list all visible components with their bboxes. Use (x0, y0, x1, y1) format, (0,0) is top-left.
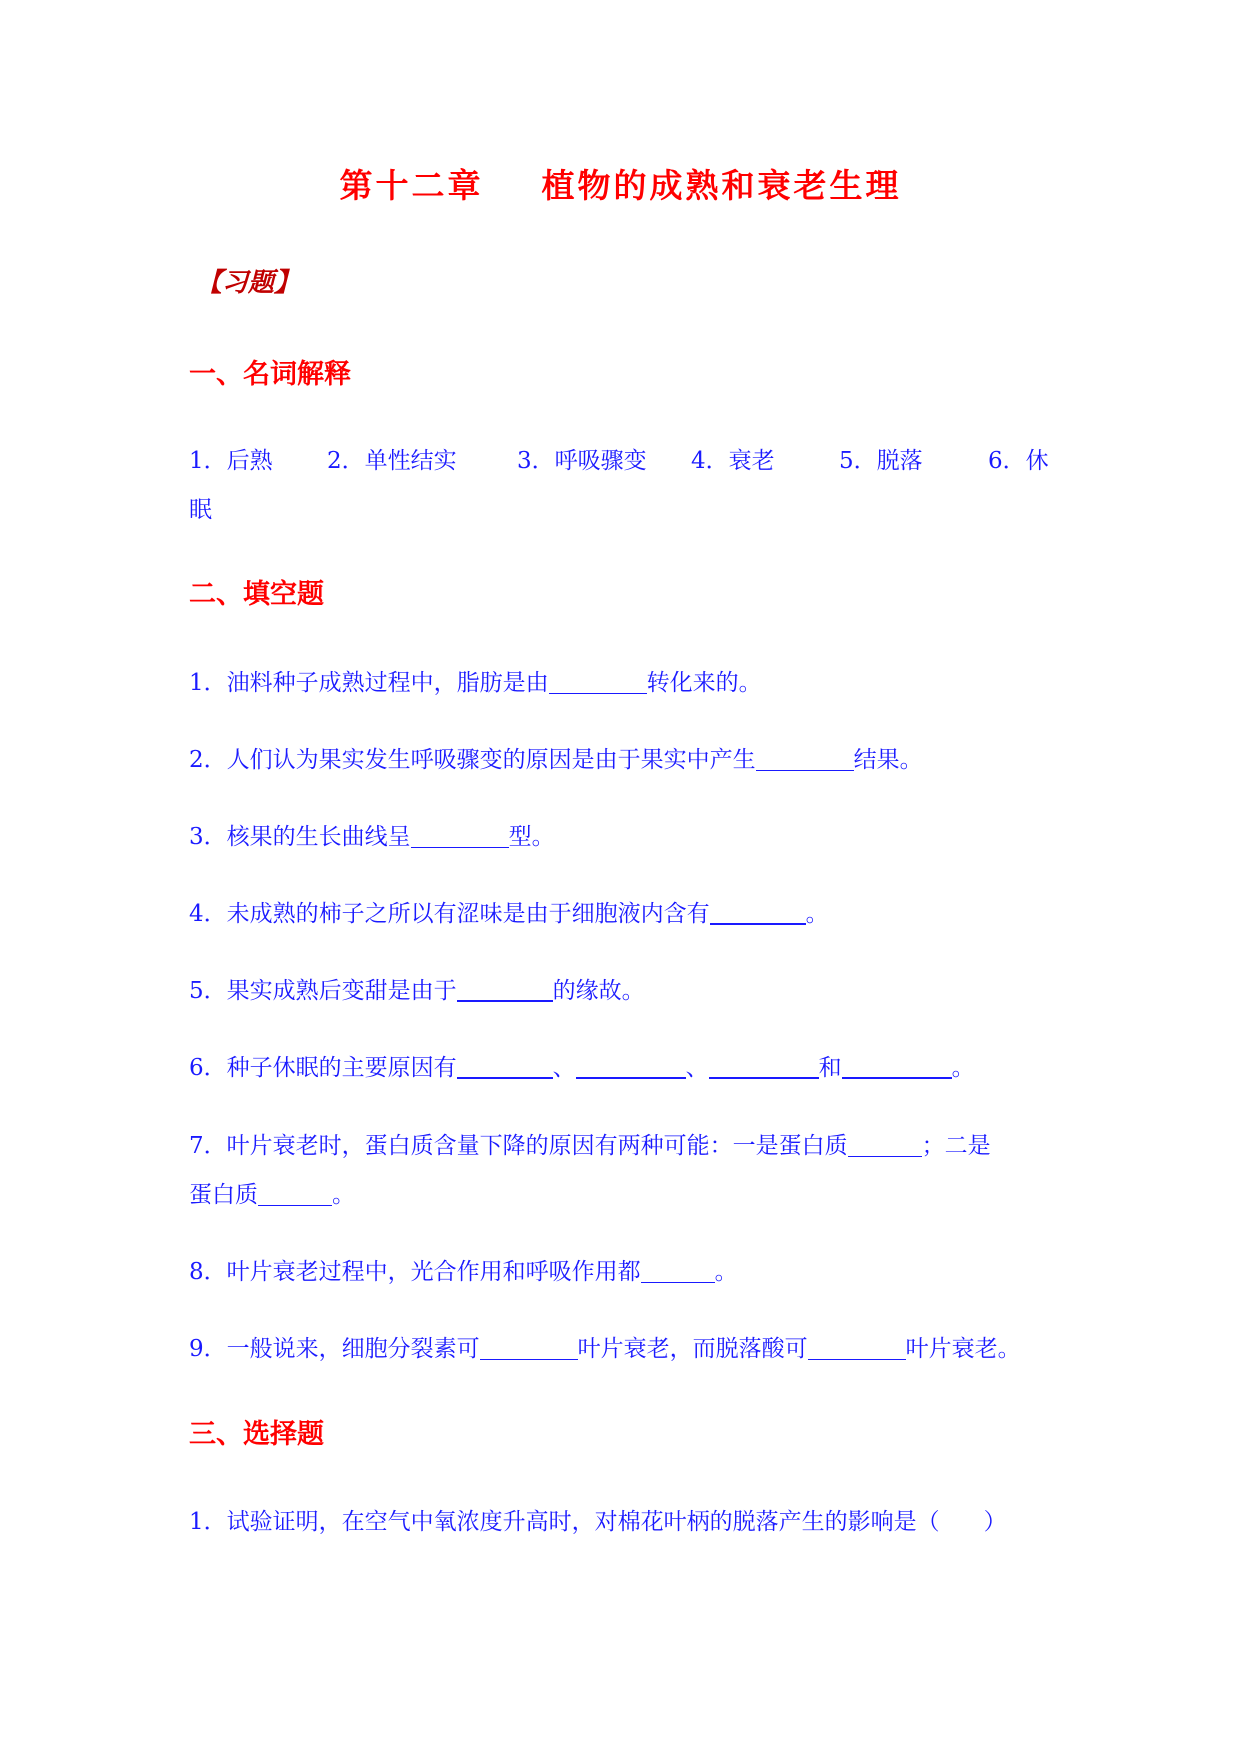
term-item: 3．呼吸骤变 (517, 448, 647, 474)
question-item-continuation: 蛋白质 。 (189, 1176, 355, 1209)
answer-blank[interactable] (842, 1052, 952, 1079)
answer-blank[interactable] (641, 1257, 715, 1283)
answer-blank[interactable] (576, 1052, 686, 1079)
answer-blank[interactable] (848, 1131, 922, 1157)
question-item: 7．叶片衰老时，蛋白质含量下降的原因有两种可能：一是蛋白质 ；二是 (189, 1127, 991, 1160)
answer-blank[interactable] (710, 898, 806, 925)
question-item: 3．核果的生长曲线呈 型。 (189, 818, 555, 851)
question-item: 1．油料种子成熟过程中，脂肪是由 转化来的。 (189, 664, 762, 697)
section-heading-definitions: 一、名词解释 (189, 359, 351, 390)
term-item: 4．衰老 (691, 448, 775, 474)
section-heading-fill-blank: 二、填空题 (189, 579, 324, 610)
answer-blank[interactable] (756, 745, 854, 771)
question-item: 2．人们认为果实发生呼吸骤变的原因是由于果实中产生 结果。 (189, 741, 923, 774)
question-item: 4．未成熟的柿子之所以有涩味是由于细胞液内含有 。 (189, 895, 829, 928)
page-title: 第十二章 植物的成熟和衰老生理 (339, 166, 902, 205)
question-item: 5．果实成熟后变甜是由于 的缘故。 (189, 972, 645, 1005)
exercise-label: 【习题】 (196, 268, 301, 298)
term-item: 1．后熟 (189, 448, 273, 474)
answer-blank[interactable] (480, 1334, 578, 1360)
question-item: 1．试验证明，在空气中氧浓度升高时，对棉花叶柄的脱落产生的影响是（ ） (189, 1509, 1007, 1535)
answer-blank[interactable] (709, 1052, 819, 1079)
term-continuation: 眠 (189, 497, 212, 523)
answer-blank[interactable] (549, 668, 647, 694)
question-item: 9．一般说来，细胞分裂素可 叶片衰老，而脱落酸可 叶片衰老。 (189, 1330, 1021, 1363)
answer-blank[interactable] (258, 1180, 332, 1206)
answer-blank[interactable] (411, 822, 509, 848)
terms-row (189, 442, 1049, 475)
answer-blank[interactable] (808, 1334, 906, 1360)
term-item: 6．休 (988, 448, 1049, 474)
term-item: 5．脱落 (839, 448, 923, 474)
question-item: 8．叶片衰老过程中，光合作用和呼吸作用都 。 (189, 1253, 738, 1286)
section-heading-multiple-choice: 三、选择题 (189, 1419, 324, 1450)
answer-blank[interactable] (457, 975, 553, 1002)
term-item: 2．单性结实 (327, 448, 457, 474)
answer-blank[interactable] (457, 1052, 553, 1079)
question-item: 6．种子休眠的主要原因有 、 、 和 。 (189, 1049, 975, 1082)
